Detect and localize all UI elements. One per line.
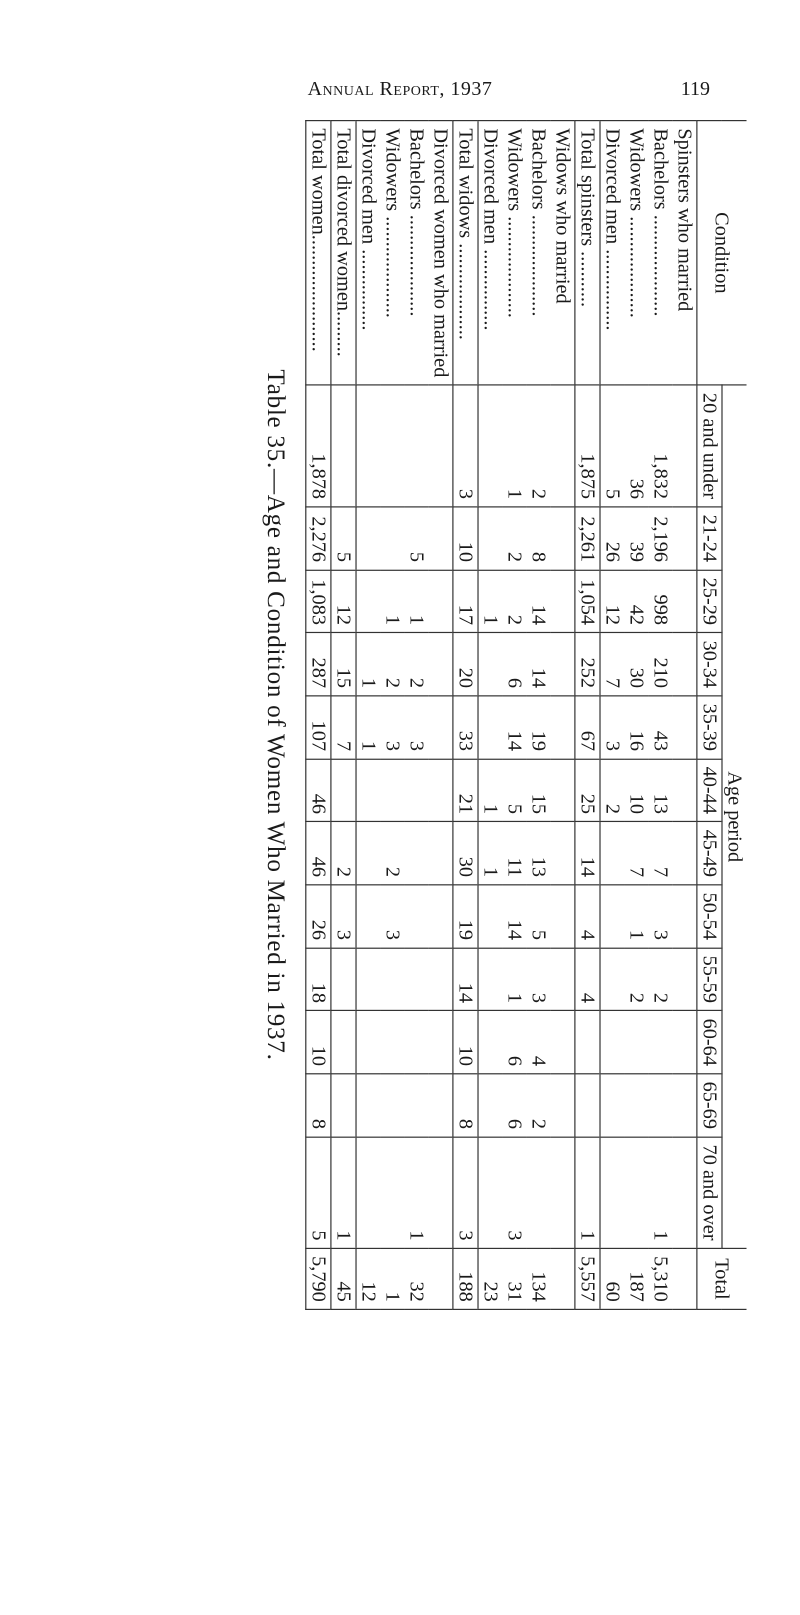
table-row — [672, 121, 697, 1310]
row-total — [672, 1248, 697, 1309]
cell-value — [428, 1011, 453, 1074]
cell-value: 4 — [575, 948, 600, 1011]
cell-value: 1 — [478, 822, 503, 885]
table-row — [404, 121, 428, 1310]
cell-value — [356, 1074, 381, 1137]
cell-value — [428, 759, 453, 822]
row-label: Divorced men ................ — [478, 121, 503, 386]
cell-value: 6 — [503, 633, 527, 696]
cell-value — [356, 885, 381, 948]
running-head — [0, 78, 800, 108]
cell-value: 1 — [404, 1137, 428, 1249]
cell-value: 2,196 — [648, 507, 672, 570]
cell-value — [428, 885, 453, 948]
cell-value — [428, 1074, 453, 1137]
cell-value: 252 — [575, 633, 600, 696]
row-total: 5,557 — [575, 1248, 600, 1309]
age-column-header: 30-34 — [697, 633, 722, 696]
cell-value — [381, 1137, 405, 1249]
cell-value — [404, 759, 428, 822]
table-row — [526, 121, 550, 1310]
row-total: 12 — [356, 1248, 381, 1309]
cell-value: 998 — [648, 570, 672, 633]
cell-value — [331, 759, 356, 822]
row-total: 60 — [600, 1248, 625, 1309]
cell-value — [381, 1011, 405, 1074]
cell-value — [478, 696, 503, 759]
cell-value: 2 — [526, 1074, 550, 1137]
age-column-header: 45-49 — [697, 822, 722, 885]
table-row — [381, 121, 405, 1310]
cell-value: 2 — [625, 948, 649, 1011]
cell-value — [672, 696, 697, 759]
cell-value: 26 — [600, 507, 625, 570]
total-row — [331, 121, 356, 1310]
age-column-header: 65-69 — [697, 1074, 722, 1137]
cell-value — [331, 1074, 356, 1137]
row-total: 31 — [503, 1248, 527, 1309]
cell-value: 19 — [526, 696, 550, 759]
cell-value — [550, 822, 575, 885]
cell-value — [672, 759, 697, 822]
cell-value: 2,276 — [306, 507, 331, 570]
cell-value — [356, 948, 381, 1011]
cell-value: 5 — [503, 759, 527, 822]
cell-value: 14 — [503, 696, 527, 759]
row-total: 45 — [331, 1248, 356, 1309]
cell-value — [550, 1074, 575, 1137]
table-row — [503, 121, 527, 1310]
cell-value: 1 — [331, 1137, 356, 1249]
cell-value: 5 — [306, 1137, 331, 1249]
cell-value — [672, 1011, 697, 1074]
cell-value: 2 — [404, 633, 428, 696]
cell-value — [428, 696, 453, 759]
row-total: 134 — [526, 1248, 550, 1309]
cell-value: 19 — [453, 885, 478, 948]
cell-value: 8 — [306, 1074, 331, 1137]
cell-value — [672, 1137, 697, 1249]
cell-value: 67 — [575, 696, 600, 759]
row-label: Divorced women who married — [428, 121, 453, 386]
cell-value — [478, 385, 503, 507]
cell-value — [404, 822, 428, 885]
cell-value — [550, 633, 575, 696]
cell-value — [478, 948, 503, 1011]
cell-value — [478, 885, 503, 948]
cell-value: 1 — [575, 1137, 600, 1249]
cell-value — [478, 1074, 503, 1137]
cell-value — [625, 1074, 649, 1137]
row-total — [428, 1248, 453, 1309]
cell-value — [550, 385, 575, 507]
cell-value: 1 — [648, 1137, 672, 1249]
cell-value — [575, 1011, 600, 1074]
cell-value: 14 — [453, 948, 478, 1011]
row-label: Bachelors .................... — [404, 121, 428, 386]
cell-value: 4 — [575, 885, 600, 948]
row-label: Widows who married — [550, 121, 575, 386]
cell-value — [672, 948, 697, 1011]
cell-value — [381, 759, 405, 822]
cell-value: 1,054 — [575, 570, 600, 633]
cell-value — [381, 948, 405, 1011]
cell-value — [672, 507, 697, 570]
cell-value — [404, 948, 428, 1011]
row-total: 1 — [381, 1248, 405, 1309]
age-column-header: 70 and over — [697, 1137, 722, 1249]
cell-value: 7 — [625, 822, 649, 885]
cell-value: 14 — [575, 822, 600, 885]
cell-value — [550, 570, 575, 633]
cell-value: 1 — [381, 570, 405, 633]
cell-value — [625, 1137, 649, 1249]
table-row — [478, 121, 503, 1310]
cell-value: 36 — [625, 385, 649, 507]
cell-value: 39 — [625, 507, 649, 570]
cell-value: 46 — [306, 759, 331, 822]
row-total: 32 — [404, 1248, 428, 1309]
cell-value: 3 — [526, 948, 550, 1011]
cell-value — [600, 1137, 625, 1249]
cell-value — [331, 385, 356, 507]
row-total: 187 — [625, 1248, 649, 1309]
age-column-header: 50-54 — [697, 885, 722, 948]
row-label: Bachelors .................... — [526, 121, 550, 386]
cell-value — [331, 948, 356, 1011]
cell-value: 7 — [600, 633, 625, 696]
cell-value — [672, 385, 697, 507]
total-row — [453, 121, 478, 1310]
row-label: Divorced men ................ — [600, 121, 625, 386]
cell-value — [526, 1137, 550, 1249]
cell-value: 46 — [306, 822, 331, 885]
row-label: Widowers .................... — [381, 121, 405, 386]
cell-value — [428, 633, 453, 696]
cell-value — [672, 1074, 697, 1137]
age-period-header: Age period — [722, 385, 747, 1248]
cell-value — [600, 948, 625, 1011]
cell-value: 2 — [600, 759, 625, 822]
cell-value: 1,083 — [306, 570, 331, 633]
cell-value: 1 — [478, 759, 503, 822]
cell-value: 3 — [381, 696, 405, 759]
cell-value — [478, 1137, 503, 1249]
cell-value: 10 — [453, 1011, 478, 1074]
cell-value — [672, 885, 697, 948]
cell-value: 1,878 — [306, 385, 331, 507]
cell-value — [478, 633, 503, 696]
cell-value — [428, 948, 453, 1011]
row-label: Spinsters who married — [672, 121, 697, 386]
cell-value — [672, 822, 697, 885]
row-label: Total spinsters ........... — [575, 121, 600, 386]
cell-value: 14 — [526, 633, 550, 696]
cell-value: 1 — [404, 570, 428, 633]
total-row — [306, 121, 331, 1310]
cell-value: 1,875 — [575, 385, 600, 507]
cell-value — [550, 948, 575, 1011]
table-row — [356, 121, 381, 1310]
cell-value: 20 — [453, 633, 478, 696]
cell-value: 42 — [625, 570, 649, 633]
cell-value: 7 — [648, 822, 672, 885]
cell-value: 11 — [503, 822, 527, 885]
cell-value: 5 — [526, 885, 550, 948]
cell-value — [428, 822, 453, 885]
cell-value — [381, 385, 405, 507]
cell-value: 33 — [453, 696, 478, 759]
cell-value — [648, 1074, 672, 1137]
cell-value — [625, 1011, 649, 1074]
cell-value: 3 — [381, 885, 405, 948]
cell-value: 107 — [306, 696, 331, 759]
cell-value — [550, 1137, 575, 1249]
row-total: 5,310 — [648, 1248, 672, 1309]
cell-value: 12 — [600, 570, 625, 633]
cell-value: 2,261 — [575, 507, 600, 570]
condition-header: Condition — [697, 121, 747, 386]
cell-value: 1 — [356, 633, 381, 696]
table-row — [550, 121, 575, 1310]
table-row — [625, 121, 649, 1310]
row-label: Widowers .................... — [503, 121, 527, 386]
cell-value: 3 — [648, 885, 672, 948]
cell-value — [381, 1074, 405, 1137]
cell-value — [356, 1137, 381, 1249]
cell-value — [356, 507, 381, 570]
cell-value — [331, 1011, 356, 1074]
row-label: Bachelors .................... — [648, 121, 672, 386]
cell-value — [404, 1074, 428, 1137]
cell-value: 2 — [503, 507, 527, 570]
cell-value — [478, 507, 503, 570]
cell-value: 15 — [331, 633, 356, 696]
cell-value — [428, 1137, 453, 1249]
cell-value — [648, 1011, 672, 1074]
cell-value — [404, 385, 428, 507]
cell-value: 1 — [503, 948, 527, 1011]
running-head-title: Annual Report, 1937 — [307, 78, 493, 100]
cell-value: 17 — [453, 570, 478, 633]
cell-value: 13 — [648, 759, 672, 822]
age-column-header: 55-59 — [697, 948, 722, 1011]
cell-value — [356, 385, 381, 507]
cell-value: 3 — [453, 385, 478, 507]
cell-value: 287 — [306, 633, 331, 696]
cell-value: 1,832 — [648, 385, 672, 507]
cell-value: 12 — [331, 570, 356, 633]
cell-value: 6 — [503, 1074, 527, 1137]
cell-value: 8 — [526, 507, 550, 570]
cell-value — [381, 507, 405, 570]
age-column-header: 40-44 — [697, 759, 722, 822]
cell-value: 10 — [306, 1011, 331, 1074]
cell-value: 5 — [600, 385, 625, 507]
cell-value: 1 — [478, 570, 503, 633]
cell-value — [550, 507, 575, 570]
table-row — [648, 121, 672, 1310]
cell-value: 30 — [453, 822, 478, 885]
cell-value: 10 — [453, 507, 478, 570]
cell-value: 7 — [331, 696, 356, 759]
cell-value: 1 — [625, 885, 649, 948]
row-total: 5,790 — [306, 1248, 331, 1309]
cell-value: 15 — [526, 759, 550, 822]
cell-value: 3 — [331, 885, 356, 948]
cell-value — [550, 885, 575, 948]
table-caption: Table 35.—Age and Condition of Women Who Married in 1937. — [262, 369, 291, 1061]
cell-value: 16 — [625, 696, 649, 759]
row-label: Total divorced women......... — [331, 121, 356, 386]
table-row — [600, 121, 625, 1310]
cell-value — [600, 1011, 625, 1074]
cell-value — [356, 570, 381, 633]
cell-value: 3 — [503, 1137, 527, 1249]
cell-value: 1 — [356, 696, 381, 759]
cell-value: 5 — [331, 507, 356, 570]
cell-value: 30 — [625, 633, 649, 696]
cell-value: 2 — [503, 570, 527, 633]
cell-value — [672, 633, 697, 696]
cell-value — [600, 822, 625, 885]
row-label: Total women....................... — [306, 121, 331, 386]
cell-value: 4 — [526, 1011, 550, 1074]
cell-value — [600, 1074, 625, 1137]
cell-value: 6 — [503, 1011, 527, 1074]
cell-value — [404, 1011, 428, 1074]
age-column-header: 60-64 — [697, 1011, 722, 1074]
cell-value: 5 — [404, 507, 428, 570]
cell-value: 25 — [575, 759, 600, 822]
cell-value: 26 — [306, 885, 331, 948]
row-total — [550, 1248, 575, 1309]
cell-value: 43 — [648, 696, 672, 759]
table-row — [428, 121, 453, 1310]
cell-value: 2 — [526, 385, 550, 507]
cell-value — [672, 570, 697, 633]
cell-value — [550, 1011, 575, 1074]
rotated-table-area — [0, 120, 780, 1615]
cell-value — [550, 696, 575, 759]
cell-value — [356, 759, 381, 822]
cell-value: 14 — [526, 570, 550, 633]
cell-value: 18 — [306, 948, 331, 1011]
cell-value — [428, 385, 453, 507]
cell-value: 10 — [625, 759, 649, 822]
cell-value — [575, 1074, 600, 1137]
cell-value — [356, 822, 381, 885]
age-column-header: 20 and under — [697, 385, 722, 507]
row-label: Total widows ................... — [453, 121, 478, 386]
page-number: 119 — [680, 78, 710, 100]
cell-value — [550, 759, 575, 822]
cell-value: 2 — [381, 633, 405, 696]
total-header: Total — [697, 1248, 747, 1309]
row-total: 188 — [453, 1248, 478, 1309]
row-label: Widowers .................... — [625, 121, 649, 386]
cell-value — [428, 507, 453, 570]
cell-value — [404, 885, 428, 948]
cell-value — [478, 1011, 503, 1074]
cell-value: 8 — [453, 1074, 478, 1137]
cell-value: 14 — [503, 885, 527, 948]
age-column-header: 25-29 — [697, 570, 722, 633]
age-column-header: 35-39 — [697, 696, 722, 759]
age-column-header: 21-24 — [697, 507, 722, 570]
cell-value: 2 — [648, 948, 672, 1011]
cell-value: 13 — [526, 822, 550, 885]
row-label: Divorced men ................ — [356, 121, 381, 386]
cell-value: 1 — [503, 385, 527, 507]
cell-value: 3 — [600, 696, 625, 759]
cell-value: 2 — [381, 822, 405, 885]
cell-value — [356, 1011, 381, 1074]
cell-value: 3 — [404, 696, 428, 759]
cell-value: 2 — [331, 822, 356, 885]
cell-value: 21 — [453, 759, 478, 822]
total-row — [575, 121, 600, 1310]
row-total: 23 — [478, 1248, 503, 1309]
age-condition-table — [305, 120, 746, 1310]
cell-value — [600, 885, 625, 948]
cell-value: 210 — [648, 633, 672, 696]
cell-value: 3 — [453, 1137, 478, 1249]
cell-value — [428, 570, 453, 633]
